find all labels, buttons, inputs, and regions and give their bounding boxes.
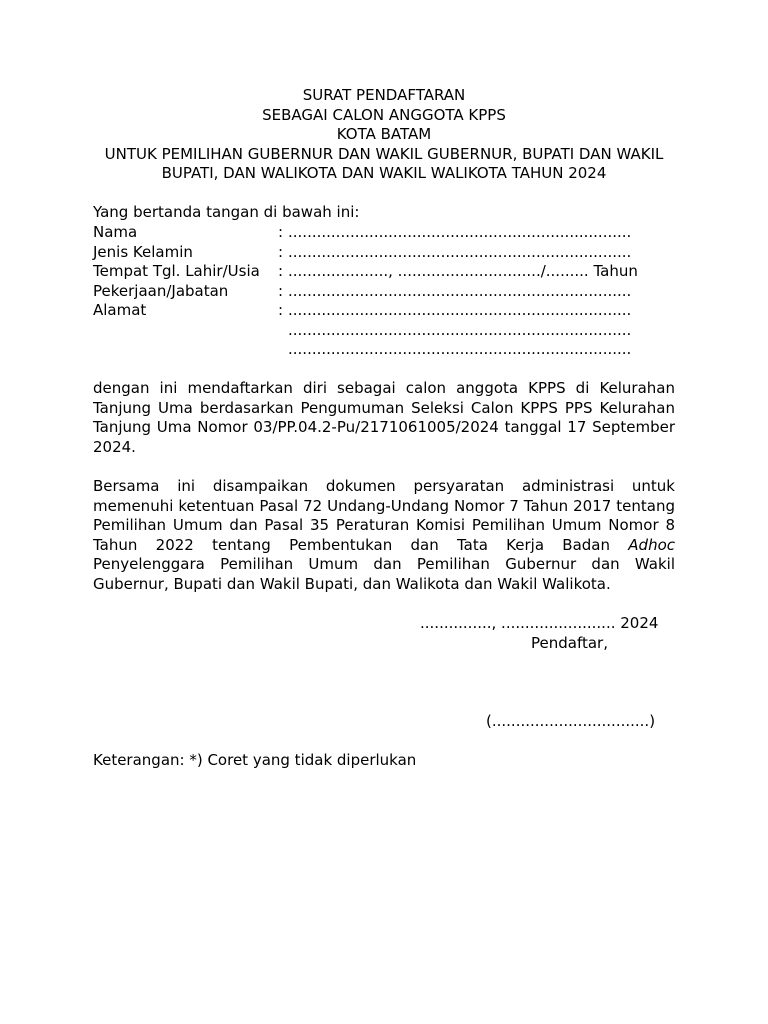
field-blank: ........................................................................: [288, 320, 632, 339]
field-colon: :: [278, 301, 284, 319]
title-line-2: SEBAGAI CALON ANGGOTA KPPS: [262, 105, 506, 124]
field-label: Pekerjaan/Jabatan: [93, 281, 229, 300]
field-row-pekerjaan: [93, 282, 675, 302]
paragraph-documents: [93, 477, 675, 594]
signer-label: Pendaftar,: [531, 634, 608, 652]
field-blank: ........................................................................: [288, 242, 632, 261]
place-date-line: ..............., ........................ 2024: [420, 614, 659, 632]
footnote: Keterangan: *) Coret yang tidak diperlukan: [93, 751, 417, 769]
field-label: Tempat Tgl. Lahir/Usia: [93, 262, 260, 280]
field-blank: ........................................................................: [288, 340, 632, 358]
field-blank: ....................., ............................../......... Tahun: [288, 262, 638, 280]
field-blank: ........................................................................: [288, 223, 632, 241]
title-line-3: KOTA BATAM: [336, 125, 432, 143]
field-label: Alamat: [93, 301, 147, 319]
field-blank: ........................................................................: [288, 301, 632, 319]
field-colon: :: [278, 262, 284, 280]
title-line-5: BUPATI, DAN WALIKOTA DAN WAKIL WALIKOTA TAHUN 2024: [161, 164, 607, 182]
title-line-1: SURAT PENDAFTARAN: [302, 86, 466, 104]
field-row-alamat-cont-2: [93, 340, 675, 360]
paragraph-documents-text-a: Bersama ini disampaikan dokumen persyaratan administrasi untuk memenuhi ketentuan Pasal 72 Undang-Undang Nomor 7 Tahun 2017 tentang Pemilihan Umum dan Pasal 35 Peraturan Komisi Pemilihan Umum Nomor 8 Tahun 2022 tentang Pembentukan dan Tata Kerja Badan: [93, 477, 675, 554]
title-line-4: UNTUK PEMILIHAN GUBERNUR DAN WAKIL GUBERNUR, BUPATI DAN WAKIL: [104, 144, 664, 163]
document-title: [93, 86, 675, 184]
intro-text: Yang bertanda tangan di bawah ini:: [93, 203, 360, 221]
field-colon: :: [278, 281, 284, 300]
paragraph-documents-text-b: Penyelenggara Pemilihan Umum dan Pemilihan Gubernur dan Wakil Gubernur, Bupati dan Wakil Bupati, dan Walikota dan Wakil Walikota.: [93, 555, 675, 593]
field-row-jenis-kelamin: [93, 243, 675, 263]
form-fields: [93, 223, 675, 360]
paragraph-registration: dengan ini mendaftarkan diri sebagai calon anggota KPPS di Kelurahan Tanjung Uma berdasarkan Pengumuman Seleksi Calon KPPS PPS Kelurahan Tanjung Uma Nomor 03/PP.04.2-Pu/2171061005/2024 tanggal 17 September 2024.: [93, 379, 675, 456]
signature-line: (.................................): [486, 712, 656, 730]
field-row-alamat: [93, 301, 675, 321]
paragraph-documents-italic: Adhoc: [628, 535, 675, 554]
field-colon: :: [278, 223, 284, 241]
field-row-alamat-cont-1: [93, 321, 675, 341]
field-blank: ........................................................................: [288, 281, 632, 300]
field-colon: :: [278, 242, 284, 261]
field-row-tempat-tgl-lahir: [93, 262, 675, 282]
field-row-nama: [93, 223, 675, 243]
field-label: Jenis Kelamin: [93, 242, 193, 261]
field-label: Nama: [93, 223, 138, 241]
